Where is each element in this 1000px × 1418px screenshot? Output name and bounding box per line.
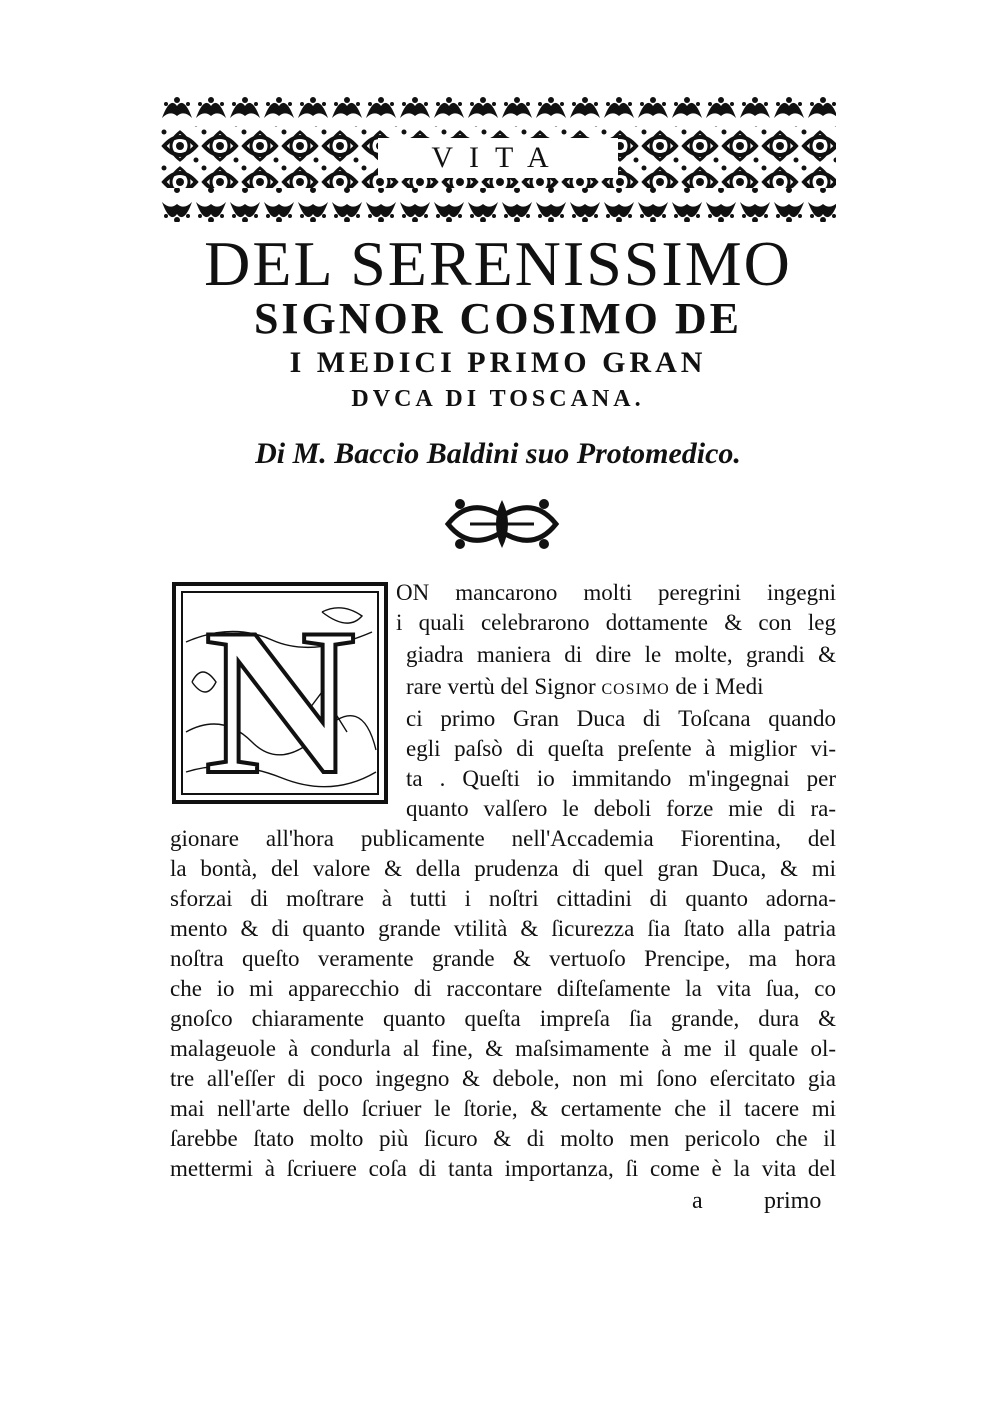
title-line-3: I MEDICI PRIMO GRAN (289, 346, 707, 379)
vita-heading: VITA (378, 138, 618, 178)
text-fragment: rare vertù del Signor (406, 674, 596, 699)
text-line (406, 672, 836, 705)
text-line: tre all'eſſer di poco ingegno & debole, non mi ſono eſercitato gia (170, 1066, 836, 1091)
catchword: primo (764, 1188, 822, 1214)
text-line: egli paſsò di queſta preſente à miglior vi- (406, 736, 836, 761)
text-line: sforzai di moſtrare à tutti i noſtri cittadini di quanto adorna- (170, 886, 836, 911)
text-line: quanto valſero le deboli forze mie di ra- (406, 796, 836, 821)
author-line: Di M. Baccio Baldini suo Protomedico. (255, 437, 741, 470)
text-line: che io mi apparecchio di raccontare diſteſamente la vita ſua, co (170, 976, 836, 1001)
title-line-1: DEL SERENISSIMO (204, 228, 792, 299)
text-line: malageuole à condurla al fine, & maſsimamente à me il quale ol- (170, 1036, 836, 1061)
initial-letter: N (204, 586, 356, 804)
text-line: ta . Queſti io immitando m'ingegnai per (406, 766, 836, 791)
text-line: ON mancarono molti peregrini ingegni (396, 580, 836, 605)
text-line: i quali celebrarono dottamente & con leg (396, 610, 836, 635)
fleuron-graphic (440, 494, 564, 554)
text-fragment: de i Medi (675, 674, 764, 699)
text-line: mento & di quanto grande vtilità & ſicurezza ſia ſtato alla patria (170, 916, 836, 941)
title-line-4: DVCA DI TOSCANA. (351, 386, 645, 412)
text-line: gnoſco chiaramente quanto queſta impreſa ſia grande, dura & (170, 1006, 836, 1031)
text-line: mettermi à ſcriuere coſa di tanta importanza, ſi come è la vita del (170, 1156, 836, 1181)
text-line: gionare all'hora publicamente nell'Accademia Fiorentina, del (170, 826, 836, 851)
text-line: ſarebbe ſtato molto più ſicuro & di molto men pericolo che il (170, 1126, 836, 1151)
name-smallcaps: COSIMO (601, 681, 670, 698)
text-line: mai nell'arte dello ſcriuer le ſtorie, & certamente che il tacere mi (170, 1096, 836, 1121)
title-line-2: SIGNOR COSIMO DE (253, 294, 743, 343)
text-line: ci primo Gran Duca di Toſcana quando (406, 706, 836, 731)
text-line: noſtra queſto veramente grande & vertuoſo Prencipe, ma hora (170, 946, 836, 971)
signature-mark: a (692, 1188, 703, 1214)
woodcut-initial-graphic (172, 582, 388, 804)
decorated-initial-n (172, 582, 388, 804)
text-line: giadra maniera di dire le molte, grandi & (406, 642, 836, 667)
text-line: la bontà, del valore & della prudenza di quel gran Duca, & mi (170, 856, 836, 881)
fleuron-ornament (440, 494, 564, 554)
